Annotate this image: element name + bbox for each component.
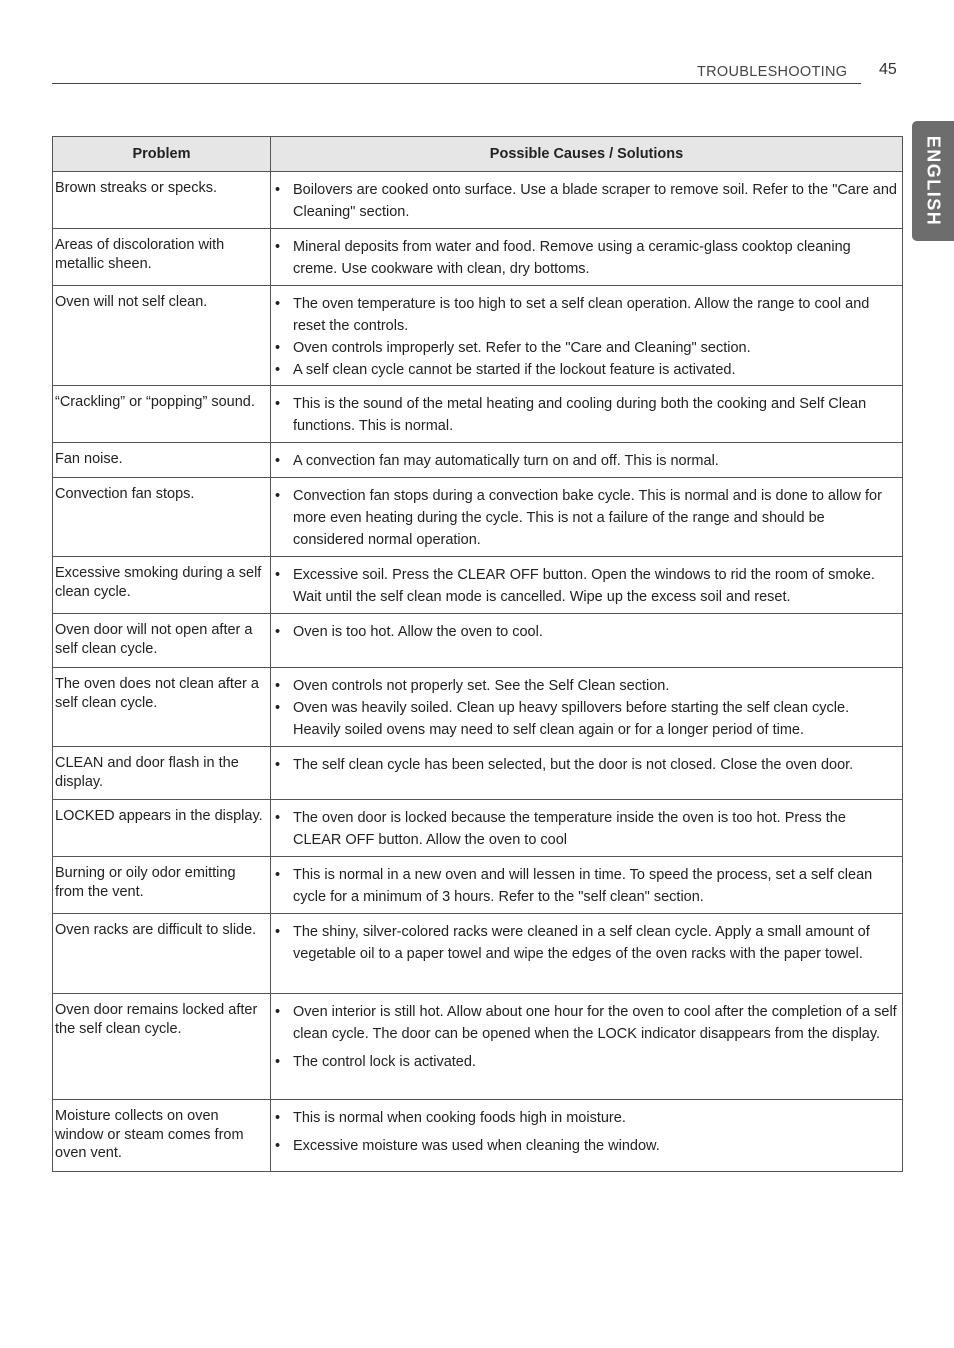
problem-cell: Oven door remains locked after the self clean cycle. [53,994,271,1100]
cause-item: • The oven temperature is too high to set a self clean operation. Allow the range to cool and reset the controls. [275,293,898,337]
header-rule [52,83,861,84]
cause-list [275,564,898,608]
problem-cell: The oven does not clean after a self clean cycle. [53,668,271,747]
solution-cell [271,914,903,994]
cause-list [275,1001,898,1073]
cause-list [275,675,898,741]
table-row [53,668,903,747]
solution-cell [271,286,903,386]
cause-list [275,485,898,551]
cause-item: • Excessive soil. Press the CLEAR OFF button. Open the windows to rid the room of smoke. Wait until the self clean mode is cancelled. Wipe up the excess soil and reset. [275,564,898,608]
solution-cell [271,229,903,286]
solution-cell [271,668,903,747]
table-row [53,857,903,914]
solutions-column-header: Possible Causes / Solutions [271,137,903,172]
page-number: 45 [879,61,897,78]
solution-cell [271,443,903,478]
problem-cell: “Crackling” or “popping” sound. [53,386,271,443]
cause-list [275,754,898,776]
solution-cell [271,557,903,614]
table-row [53,386,903,443]
cause-item: • The control lock is activated. [275,1051,898,1073]
solution-cell [271,994,903,1100]
solution-cell [271,747,903,800]
table-body [53,172,903,1172]
table-row [53,800,903,857]
cause-item: • A self clean cycle cannot be started if the lockout feature is activated. [275,359,898,381]
table-row [53,914,903,994]
cause-item: • The oven door is locked because the temperature inside the oven is too hot. Press the CLEAR OFF button. Allow the oven to cool [275,807,898,851]
cause-item: • This is normal in a new oven and will lessen in time. To speed the process, set a self clean cycle for a minimum of 3 hours. Refer to the "self clean" section. [275,864,898,908]
problem-cell: Brown streaks or specks. [53,172,271,229]
cause-item: • Oven is too hot. Allow the oven to cool. [275,621,898,643]
cause-item: • This is the sound of the metal heating and cooling during both the cooking and Self Clean functions. This is normal. [275,393,898,437]
cause-item: • Oven controls improperly set. Refer to the "Care and Cleaning" section. [275,337,898,359]
cause-list [275,293,898,381]
cause-list [275,393,898,437]
cause-item: • A convection fan may automatically turn on and off. This is normal. [275,450,898,472]
cause-list [275,450,898,472]
problem-column-header: Problem [53,137,271,172]
cause-list [275,179,898,223]
cause-list [275,1107,898,1157]
cause-list [275,807,898,851]
language-tab [912,121,954,241]
solution-cell [271,1100,903,1172]
solution-cell [271,478,903,557]
language-tab-label: ENGLISH [923,135,944,227]
cause-list [275,621,898,643]
table-row [53,994,903,1100]
section-title: TROUBLESHOOTING [697,64,848,80]
problem-cell: Excessive smoking during a self clean cycle. [53,557,271,614]
cause-item: • The shiny, silver-colored racks were cleaned in a self clean cycle. Apply a small amount of vegetable oil to a paper towel and wipe the edges of the oven racks with the paper towel. [275,921,898,965]
cause-list [275,921,898,965]
cause-item: • Boilovers are cooked onto surface. Use a blade scraper to remove soil. Refer to the "Care and Cleaning" section. [275,179,898,223]
cause-item: • This is normal when cooking foods high in moisture. [275,1107,898,1129]
problem-cell: LOCKED appears in the display. [53,800,271,857]
table-row [53,478,903,557]
cause-item: • The self clean cycle has been selected, but the door is not closed. Close the oven door. [275,754,898,776]
table-row [53,229,903,286]
problem-cell: Fan noise. [53,443,271,478]
solution-cell [271,172,903,229]
table-row [53,172,903,229]
problem-cell: Moisture collects on oven window or steam comes from oven vent. [53,1100,271,1172]
solution-cell [271,800,903,857]
problem-cell: Oven door will not open after a self clean cycle. [53,614,271,668]
cause-list [275,864,898,908]
table-header-row [53,137,903,172]
problem-cell: Burning or oily odor emitting from the vent. [53,857,271,914]
table-row [53,286,903,386]
table-row [53,614,903,668]
problem-cell: Oven racks are difficult to slide. [53,914,271,994]
solution-cell [271,614,903,668]
cause-item: • Oven interior is still hot. Allow about one hour for the oven to cool after the completion of a self clean cycle. The door can be opened when the LOCK indicator disappears from the display. [275,1001,898,1045]
table-row [53,1100,903,1172]
solution-cell [271,386,903,443]
table-row [53,557,903,614]
cause-item: • Convection fan stops during a convection bake cycle. This is normal and is done to allow for more even heating during the cycle. This is not a failure of the range and should be considered normal operation. [275,485,898,551]
table-row [53,747,903,800]
cause-item: • Oven controls not properly set. See the Self Clean section. [275,675,898,697]
cause-item: • Mineral deposits from water and food. Remove using a ceramic-glass cooktop cleaning creme. Use cookware with clean, dry bottoms. [275,236,898,280]
troubleshooting-table [52,136,903,1172]
problem-cell: CLEAN and door flash in the display. [53,747,271,800]
problem-cell: Oven will not self clean. [53,286,271,386]
cause-item: • Excessive moisture was used when cleaning the window. [275,1135,898,1157]
cause-item: • Oven was heavily soiled. Clean up heavy spillovers before starting the self clean cycle. Heavily soiled ovens may need to self clean again or for a longer period of time. [275,697,898,741]
problem-cell: Convection fan stops. [53,478,271,557]
problem-cell: Areas of discoloration with metallic sheen. [53,229,271,286]
cause-list [275,236,898,280]
solution-cell [271,857,903,914]
table-row [53,443,903,478]
